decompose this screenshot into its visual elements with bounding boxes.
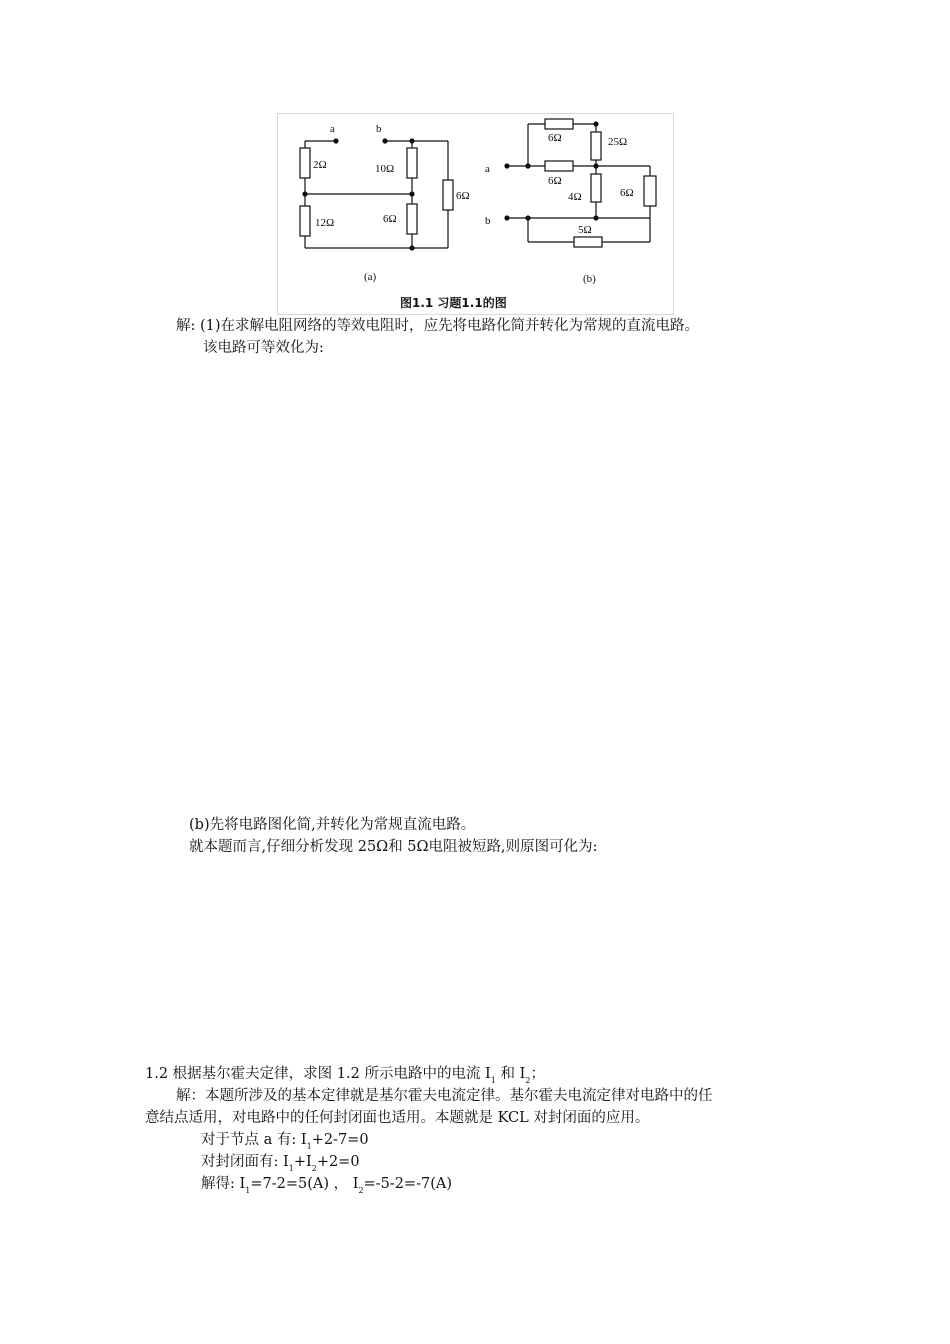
circuit-figure [277, 113, 674, 315]
b-subfigure-label: (b) [583, 273, 596, 285]
resistor-10 [407, 148, 417, 178]
resistor-4 [591, 174, 601, 202]
equation-text: 对封闭面有: I [201, 1154, 289, 1170]
solution-paragraph-1: 解: (1)在求解电阻网络的等效电阻时，应先将电路化简并转化为常规的直流电路。 [176, 318, 700, 334]
a-subfigure-label: (a) [364, 271, 377, 283]
subscript: 2 [358, 1186, 364, 1195]
subscript: 2 [525, 1076, 531, 1085]
subscript: 1 [490, 1076, 496, 1085]
figure-caption: 图1.1 习题1.1的图 [400, 296, 507, 310]
a-node-b-label: b [376, 123, 382, 135]
b-r5-label: 5Ω [578, 224, 592, 236]
b-r6right-label: 6Ω [620, 187, 634, 199]
circuit-a [300, 139, 453, 250]
subscript: 2 [311, 1164, 317, 1173]
resistor-2 [300, 148, 310, 178]
solution-line-2: 意结点适用，对电路中的任何封闭面也适用。本题就是 KCL 对封闭面的应用。 [145, 1110, 650, 1126]
a-r6mid-label: 6Ω [383, 213, 397, 225]
b-node-a-label: a [485, 163, 490, 175]
question-text: 和 I [495, 1066, 526, 1082]
resistor-6-right [443, 180, 453, 210]
resistor-6-right [644, 176, 656, 206]
equation-text: +2=0 [316, 1154, 360, 1170]
solution-paragraph-3: (b)先将电路图化简,并转化为常规直流电路。 [189, 817, 476, 833]
b-node-b-label: b [485, 215, 491, 227]
equation-node-a [201, 1130, 369, 1152]
resistor-12 [300, 206, 310, 236]
a-r6right-label: 6Ω [456, 190, 470, 202]
a-node-a-label: a [330, 123, 335, 135]
resistor-6-mid [407, 204, 417, 234]
solution-line-1: 解：本题所涉及的基本定律就是基尔霍夫电流定律。基尔霍夫电流定律对电路中的任 [176, 1088, 713, 1104]
b-r25-label: 25Ω [608, 136, 628, 148]
a-r10-label: 10Ω [375, 163, 395, 175]
resistor-6-mid [545, 161, 573, 171]
equation-closed-surface [201, 1152, 360, 1174]
resistor-6-top [545, 119, 573, 129]
equation-text: =7-2=5(A) ， I [250, 1176, 359, 1192]
resistor-25 [591, 132, 601, 160]
b-r6mid-label: 6Ω [548, 175, 562, 187]
solution-paragraph-4: 就本题而言,仔细分析发现 25Ω和 5Ω电阻被短路,则原图可化为: [189, 839, 598, 855]
b-r4-label: 4Ω [568, 191, 582, 203]
b-r6top-label: 6Ω [548, 132, 562, 144]
resistor-5 [574, 237, 602, 247]
equation-text: =-5-2=-7(A) [363, 1176, 452, 1192]
a-r2-label: 2Ω [313, 159, 327, 171]
circuit-diagram [278, 114, 673, 314]
subscript: 1 [288, 1164, 294, 1173]
subscript: 1 [245, 1186, 251, 1195]
solution-paragraph-2: 该电路可等效化为: [203, 340, 324, 356]
question-text: 1.2 根据基尔霍夫定律，求图 1.2 所示电路中的电流 I [145, 1066, 491, 1082]
equation-text: 解得: I [201, 1176, 246, 1192]
equation-text: +I [293, 1154, 312, 1170]
subscript: 1 [306, 1142, 312, 1151]
equation-text: 对于节点 a 有: I [201, 1132, 307, 1148]
equation-text: +2-7=0 [311, 1132, 369, 1148]
a-r12-label: 12Ω [315, 217, 335, 229]
question-1-2 [145, 1064, 545, 1086]
question-text: ； [530, 1066, 545, 1082]
equation-result [201, 1174, 452, 1196]
